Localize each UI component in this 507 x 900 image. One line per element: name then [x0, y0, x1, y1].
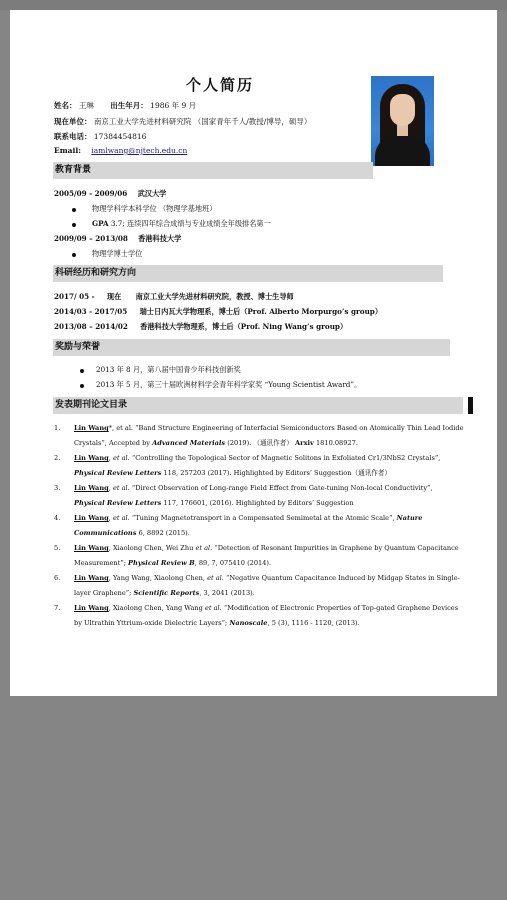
bullet-dot: [72, 223, 76, 227]
pub-7-journal: Nanoscale: [229, 619, 268, 627]
pub-1-b: (2019). （通讯作者）: [225, 439, 296, 447]
publication-7: [54, 601, 464, 631]
pub-3-text: Lin Wang, et al. “Direct Observation of Long-range Field Effect from Gate-tuning Non-local Conductivity”, Physical Review Letters 117, 176601, (2016). Highlighted by Editors’ Suggestion: [74, 484, 433, 507]
profile-photo: [371, 76, 434, 166]
pub-1-text: [74, 421, 464, 451]
pub-3-author: Lin Wang: [74, 484, 109, 492]
pub-2-author: Lin Wang: [74, 454, 109, 462]
bullet-dot: [80, 384, 84, 388]
pub-1-author: Lin Wang: [74, 424, 109, 432]
edu-1-school: 武汉大学: [137, 189, 167, 198]
gpa-label: GPA: [92, 219, 109, 228]
pub-6-num: 6.: [54, 574, 61, 582]
unit-value: 南京工业大学先进材料研究院 （国家青年千人/教授/博导，硕导）: [93, 117, 312, 126]
research-2-period: 2014/03 - 2017/05: [54, 307, 128, 316]
pub-6-b: , 3, 2041 (2013).: [199, 589, 255, 597]
pub-6-author: Lin Wang: [74, 574, 109, 582]
pub-1-c: Arxiv: [295, 439, 314, 447]
page-title: 个人简历: [185, 76, 254, 94]
research-1-now: 现在: [106, 292, 122, 301]
edu-2-period: 2009/09 – 2013/08: [54, 234, 128, 243]
pub-3-journal: Physical Review Letters: [74, 499, 162, 507]
pub-3-etal: et al.: [112, 484, 130, 492]
resume-page: [10, 10, 497, 696]
pub-5-a: “Detection of Resonant Impurities in Graphene by Quantum Capacitance Measurement”;: [74, 544, 459, 567]
pub-4-journal: Nature Communications: [74, 514, 423, 537]
edu-2-school: 香港科技大学: [138, 234, 182, 243]
pub-6-journal: Scientific Reports: [133, 589, 200, 597]
research-row-2: [54, 307, 382, 317]
birth-value: 1986 年 9 月: [150, 101, 197, 110]
pub-7-a: “Modification of Electronic Properties of Top-gated Graphene Devices by Ultrathin Yttrium-oxide Dielectric Layers”;: [74, 604, 459, 627]
pub-7-text: [74, 601, 464, 631]
pub-7-co: , Xiaolong Chen, Yang Wang: [108, 604, 205, 612]
pub-4-b: 6, 8892 (2015).: [136, 529, 190, 537]
publications-heading: 发表期刊论文目录: [53, 397, 463, 414]
email-label: Email:: [54, 146, 81, 155]
pub-1-journal: Advanced Materials: [152, 439, 226, 447]
pub-5-num: 5.: [54, 544, 61, 552]
pub-6-a: “Negative Quantum Capacitance Induced by Midgap States in Single-layer Graphene”;: [74, 574, 460, 597]
email-row: [54, 146, 187, 155]
edu-1-item-1: 物理学科学本科学位 （物理学基地班）: [92, 204, 217, 213]
edu-entry-2: [54, 234, 181, 244]
research-row-3: [54, 322, 347, 332]
publication-1: [54, 421, 464, 451]
award-1: 2013 年 8 月，第八届中国青少年科技创新奖: [96, 365, 241, 374]
awards-heading: 奖励与荣誉: [53, 339, 450, 356]
name-label: 姓名：: [54, 101, 77, 110]
pub-2-b: 118, 257203 (2017). Highlighted by Editors’ Suggestion（通讯作者）: [161, 469, 392, 477]
edu-1-item-2: [92, 219, 271, 229]
pub-7-b: , 5 (3), 1116 - 1120, (2013).: [267, 619, 360, 627]
pub-2-journal: Physical Review Letters: [74, 469, 162, 477]
pub-5-text: [74, 541, 464, 571]
publication-2: [54, 451, 464, 481]
name-value: 王琳: [78, 101, 94, 110]
pub-4-a: “Tuning Magnetotransport in a Compensated Semimetal at the Atomic Scale”,: [129, 514, 397, 522]
pub-5-co: , Xiaolong Chen, Wei Zhu: [108, 544, 196, 552]
pub-5-author: Lin Wang: [74, 544, 109, 552]
pub-6-etal: et al.: [207, 574, 224, 582]
bullet-dot: [72, 253, 76, 257]
heading-accent-bar: [468, 397, 473, 414]
education-heading: 教育背景: [53, 162, 373, 179]
photo-face: [390, 94, 415, 126]
pub-4-author: Lin Wang: [74, 514, 109, 522]
research-1-period: 2017/ 05 -: [54, 292, 95, 301]
pub-4-num: 4.: [54, 514, 61, 522]
pub-4-etal: et al.: [112, 514, 130, 522]
name-row: [54, 100, 196, 111]
gpa-text: 3.7; 连续四年综合成绩与专业成绩全年级排名第一: [108, 219, 271, 228]
viewer-background: [0, 696, 507, 900]
pub-7-author: Lin Wang: [74, 604, 109, 612]
pub-5-etal: et al.: [195, 544, 213, 552]
birth-label: 出生年月：: [110, 101, 148, 110]
research-1-text: 南京工业大学先进材料研究院，教授、博士生导师: [135, 292, 294, 301]
edu-entry-1: [54, 189, 166, 199]
pub-1-num: 1.: [54, 424, 61, 432]
pub-2-etal: et al.: [112, 454, 130, 462]
phone-label: 联系电话：: [54, 132, 92, 141]
bullet-dot: [80, 369, 84, 373]
pub-4-text: Lin Wang, et al. “Tuning Magnetotransport in a Compensated Semimetal at the Atomic Scale”, Nature Communications 6, 8892 (2015).: [74, 514, 423, 537]
research-row-1: [54, 292, 294, 302]
unit-label: 现在单位：: [54, 117, 92, 126]
phone-row: [54, 131, 146, 142]
pub-6-co: , Yang Wang, Xiaolong Chen,: [108, 574, 208, 582]
pub-7-num: 7.: [54, 604, 61, 612]
phone-value: 17384454816: [93, 132, 147, 141]
publication-4: [54, 511, 464, 541]
publication-6: [54, 571, 464, 601]
pub-2-text: Lin Wang, et al. “Controlling the Topological Sector of Magnetic Solitons in Exfoliated Cr1/3NbS2 Crystals”, Physical Review Letters 118, 257203 (2017). Highlighted by Editors’ Suggestion（通讯作者）: [74, 454, 441, 477]
award-2: 2013 年 5 月，第三十届欧洲材料学会青年科学家奖 “Young Scientist Award”。: [96, 380, 362, 389]
pub-3-a: “Direct Observation of Long-range Field Effect from Gate-tuning Non-local Conductivity”,: [129, 484, 433, 492]
edu-1-period: 2005/09 - 2009/06: [54, 189, 128, 198]
research-2-text: 瑞士日内瓦大学物理系，博士后（Prof. Alberto Morpurgo’s group）: [139, 307, 383, 316]
research-heading: 科研经历和研究方向: [53, 265, 443, 282]
pub-2-num: 2.: [54, 454, 61, 462]
publication-5: [54, 541, 464, 571]
pub-6-text: [74, 571, 464, 601]
top-strip: [0, 0, 507, 10]
pub-7-etal: et al.: [204, 604, 222, 612]
research-3-text: 香港科技大学物理系，博士后（Prof. Ning Wang’s group）: [140, 322, 348, 331]
research-3-period: 2013/08 – 2014/02: [54, 322, 128, 331]
publication-3: [54, 481, 464, 511]
pub-3-num: 3.: [54, 484, 61, 492]
pub-5-journal: Physical Review B: [128, 559, 195, 567]
pub-5-b: , 89, 7, 075410 (2014).: [194, 559, 272, 567]
pub-2-a: “Controlling the Topological Sector of Magnetic Solitons in Exfoliated Cr1/3NbS2 Crystals”,: [129, 454, 441, 462]
edu-2-item-1: 物理学博士学位: [92, 249, 143, 258]
pub-3-b: 117, 176601, (2016). Highlighted by Editors’ Suggestion: [161, 499, 354, 507]
bullet-dot: [72, 208, 76, 212]
unit-row: [54, 116, 311, 127]
email-link[interactable]: iamlwang@njtech.edu.cn: [91, 146, 188, 155]
photo-body: [375, 136, 430, 166]
pub-1-a: *, et al. “Band Structure Engineering of Interfacial Semiconductors Based on Atomically Thin Lead Iodide Crystals”, Accepted by: [74, 424, 464, 447]
pub-1-d: 1810.08927.: [313, 439, 358, 447]
